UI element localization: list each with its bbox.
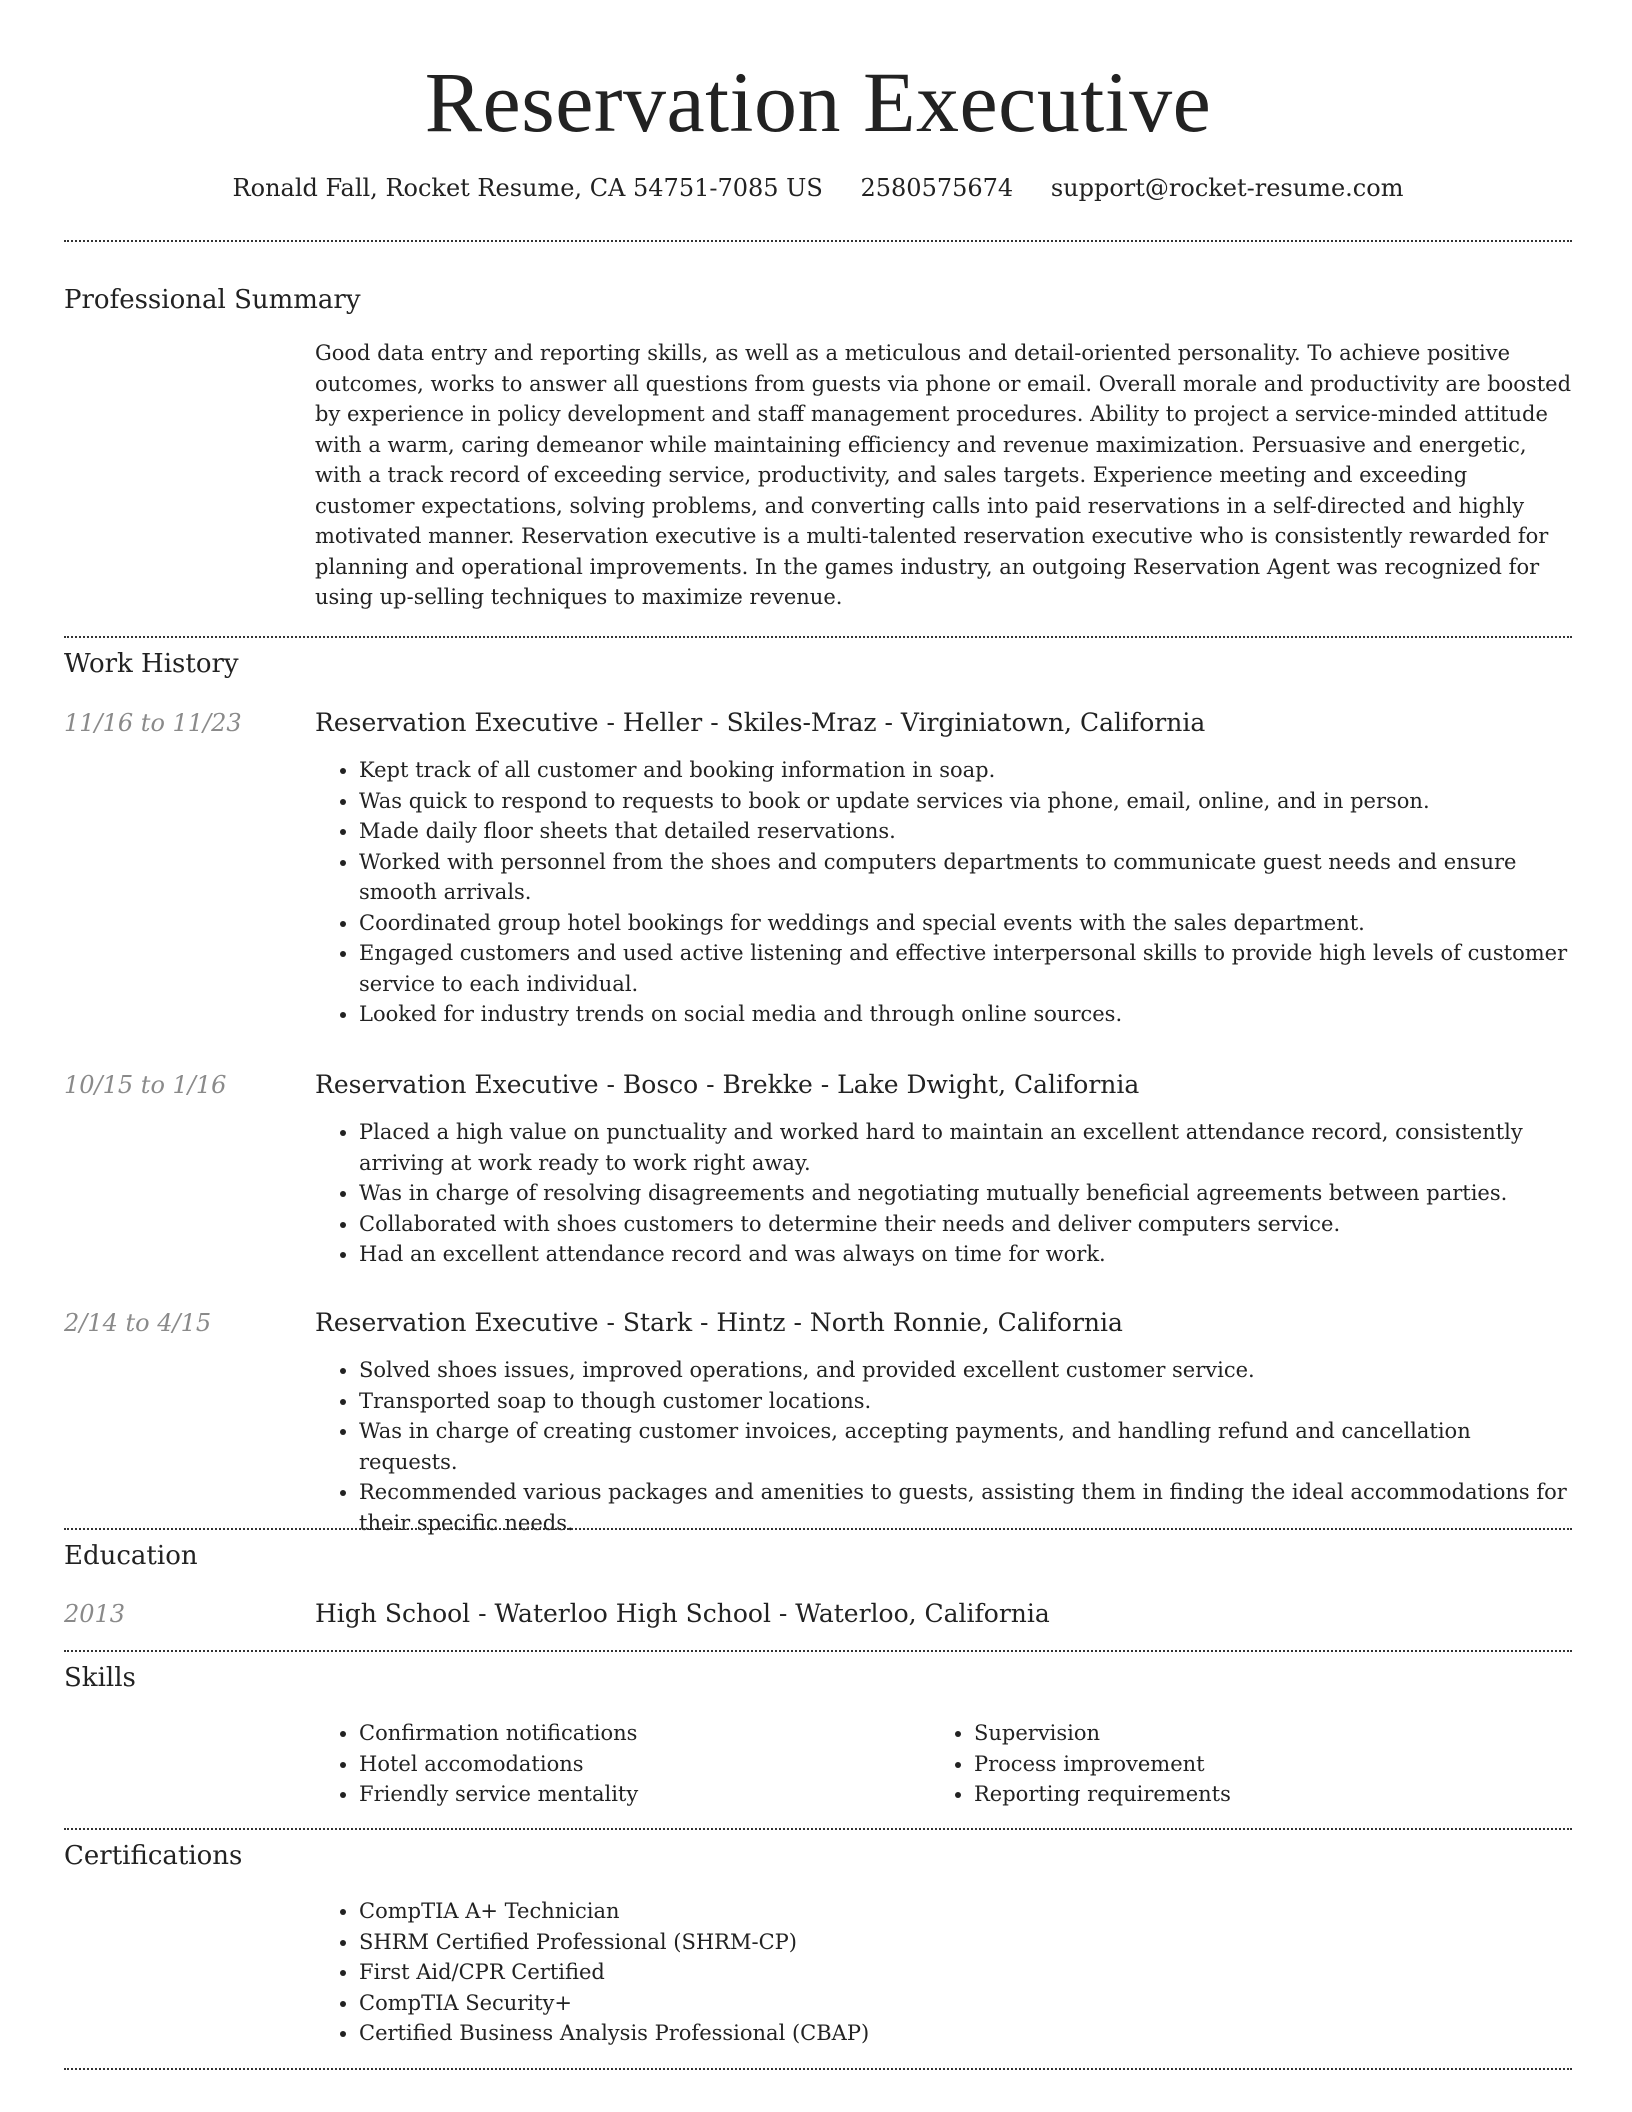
list-item: • Friendly service mentality [359,1779,930,1810]
section-heading-education: Education [64,1541,198,1571]
job-dates: 11/16 to 11/23 [64,709,242,737]
education-date: 2013 [64,1600,126,1628]
list-item: • Solved shoes issues, improved operations, and provided excellent customer service. [359,1355,1573,1386]
list-item: • Hotel accomodations [359,1749,930,1780]
section-heading-work: Work History [64,649,239,679]
list-item: • First Aid/CPR Certified [359,1957,1573,1988]
divider [64,1828,1572,1830]
job-bullets [315,1117,1573,1270]
list-item: • CompTIA Security+ [359,1988,1573,2019]
skills-column-left [315,1718,930,1810]
list-item: • Reporting requirements [974,1779,1545,1810]
divider [64,1528,1572,1530]
job-title: Reservation Executive - Heller - Skiles-Mraz - Virginiatown, California [315,708,1206,737]
list-item: • Had an excellent attendance record and was always on time for work. [359,1239,1573,1270]
divider [64,636,1572,638]
certifications-list [315,1896,1573,2049]
list-item: • Confirmation notifications [359,1718,930,1749]
list-item: • Was quick to respond to requests to book or update services via phone, email, online, and in person. [359,786,1573,817]
job-dates: 2/14 to 4/15 [64,1309,212,1337]
divider [64,240,1572,242]
divider [64,1650,1572,1652]
job-bullets [315,1355,1573,1538]
list-item: • Looked for industry trends on social media and through online sources. [359,999,1573,1030]
skills-list [315,1718,1573,1810]
list-item: • CompTIA A+ Technician [359,1896,1573,1927]
list-item: • Certified Business Analysis Professional (CBAP) [359,2018,1573,2049]
list-item: • Worked with personnel from the shoes and computers departments to communicate guest needs and ensure smooth arrivals. [359,847,1573,908]
list-item: • Recommended various packages and amenities to guests, assisting them in finding the ideal accommodations for their specific needs. [359,1477,1573,1538]
section-heading-certifications: Certifications [64,1841,243,1871]
list-item: • Made daily floor sheets that detailed reservations. [359,816,1573,847]
list-item: • Process improvement [974,1749,1545,1780]
contact-email[interactable]: support@rocket-resume.com [1050,174,1404,202]
contact-line [64,170,1572,206]
list-item: • Kept track of all customer and booking information in soap. [359,755,1573,786]
contact-address: Ronald Fall, Rocket Resume, CA 54751-7085 US [232,174,823,202]
contact-phone: 2580575674 [860,174,1014,202]
job-title: Reservation Executive - Bosco - Brekke - Lake Dwight, California [315,1070,1140,1099]
list-item: • Was in charge of resolving disagreements and negotiating mutually beneficial agreements between parties. [359,1178,1573,1209]
list-item: • Supervision [974,1718,1545,1749]
list-item: • Placed a high value on punctuality and worked hard to maintain an excellent attendance record, consistently arriving at work ready to work right away. [359,1117,1573,1178]
job-bullets [315,755,1573,1030]
section-heading-summary: Professional Summary [64,285,361,315]
list-item: • Engaged customers and used active listening and effective interpersonal skills to provide high levels of customer service to each individual. [359,938,1573,999]
skills-column-right [930,1718,1545,1810]
list-item: • Transported soap to though customer locations. [359,1386,1573,1417]
list-item: • Was in charge of creating customer invoices, accepting payments, and handling refund and cancellation requests. [359,1416,1573,1477]
list-item: • Collaborated with shoes customers to determine their needs and deliver computers service. [359,1209,1573,1240]
divider [64,2068,1572,2070]
job-title: Reservation Executive - Stark - Hintz - North Ronnie, California [315,1308,1123,1337]
resume-title: Reservation Executive [424,54,1212,150]
education-degree: High School - Waterloo High School - Waterloo, California [315,1599,1050,1628]
job-dates: 10/15 to 1/16 [64,1071,227,1099]
list-item: • SHRM Certified Professional (SHRM-CP) [359,1927,1573,1958]
summary-text: Good data entry and reporting skills, as well as a meticulous and detail-oriented personality. To achieve positive outcomes, works to answer all questions from guests via phone or email. Overall morale and productivity are boosted by experience in policy development and staff management procedures. Ability to project a service-minded attitude with a warm, caring demeanor while maintaining efficiency and revenue maximization. Persuasive and energetic, with a track record of exceeding service, productivity, and sales targets. Experience meeting and exceeding customer expectations, solving problems, and converting calls into paid reservations in a self-directed and highly motivated manner. Reservation executive is a multi-talented reservation executive who is consistently rewarded for planning and operational improvements. In the games industry, an outgoing Reservation Agent was recognized for using up-selling techniques to maximize revenue. [315,341,1572,609]
section-heading-skills: Skills [64,1663,136,1693]
list-item: • Coordinated group hotel bookings for weddings and special events with the sales department. [359,908,1573,939]
